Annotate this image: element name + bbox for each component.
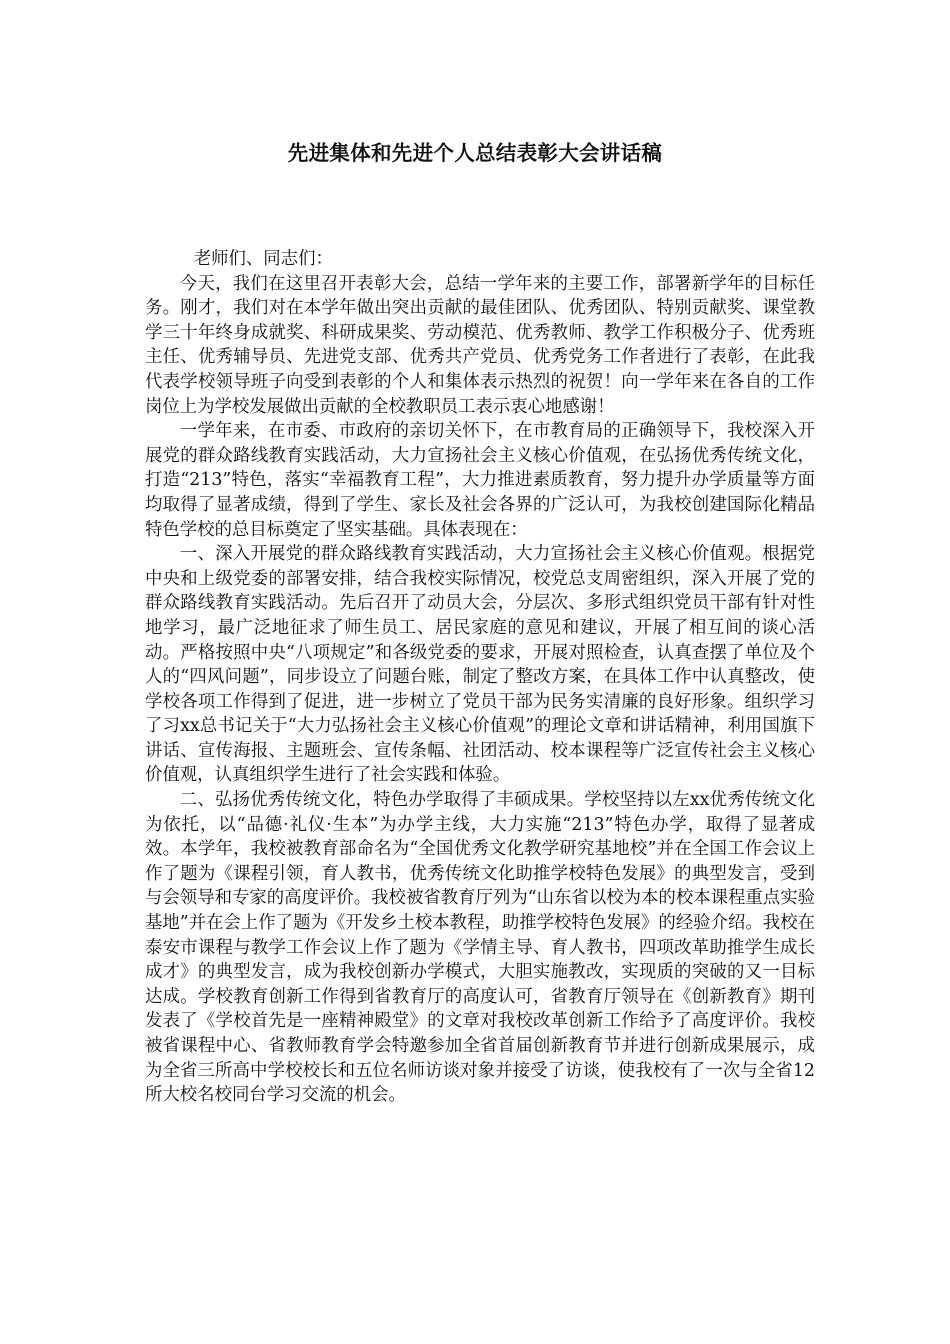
document-body [145, 247, 815, 1108]
paragraph-section-two: 二、弘扬优秀传统文化，特色办学取得了丰硕成果。学校坚持以左xx优秀传统文化为依托，以“品德·礼仪·生本”为办学主线，大力实施“213”特色办学，取得了显著成效。本学年，我校被教育部命名为“全国优秀文化教学研究基地校”并在全国工作会议上作了题为《课程引领，育人教书，优秀传统文化助推学校特色发展》的典型发言，受到与会领导和专家的高度评价。我校被省教育厅列为“山东省以校为本的校本课程重点实验基地”并在会上作了题为《开发乡土校本教程，助推学校特色发展》的经验介绍。我校在泰安市课程与教学工作会议上作了题为《学情主导、育人教书，四项改革助推学生成长成才》的典型发言，成为我校创新办学模式，大胆实施教改，实现质的突破的又一目标达成。学校教育创新工作得到省教育厅的高度认可，省教育厅领导在《创新教育》期刊发表了《学校首先是一座精神殿堂》的文章对我校改革创新工作给予了高度评价。我校被省课程中心、省教师教育学会特邀参加全省首届创新教育节并进行创新成果展示，成为全省三所高中学校校长和五位名师访谈对象并接受了访谈，使我校有了一次与全省12所大校名校同台学习交流的机会。 [145, 790, 815, 1106]
paragraph-overview: 一学年来，在市委、市政府的亲切关怀下，在市教育局的正确领导下，我校深入开展党的群众路线教育实践活动，大力宣扬社会主义核心价值观，在弘扬优秀传统文化，打造“213”特色，落实“幸福教育工程”，大力推进素质教育，努力提升办学质量等方面均取得了显著成绩，得到了学生、家长及社会各界的广泛认可，为我校创建国际化精品特色学校的总目标奠定了坚实基础。具体表现在： [145, 421, 815, 540]
paragraph-opening: 今天，我们在这里召开表彰大会，总结一学年来的主要工作，部署新学年的目标任务。刚才，我们对在本学年做出突出贡献的最佳团队、优秀团队、特别贡献奖、课堂教学三十年终身成就奖、科研成果奖、劳动模范、优秀教师、教学工作积极分子、优秀班主任、优秀辅导员、先进党支部、优秀共产党员、优秀党务工作者进行了表彰，在此我代表学校领导班子向受到表彰的个人和集体表示热烈的祝贺！向一学年来在各自的工作岗位上为学校发展做出贡献的全校教职员工表示衷心地感谢！ [145, 273, 815, 417]
salutation: 老师们、同志们： [193, 249, 333, 269]
paragraph-section-one: 一、深入开展党的群众路线教育实践活动，大力宣扬社会主义核心价值观。根据党中央和上级党委的部署安排，结合我校实际情况，校党总支周密组织，深入开展了党的群众路线教育实践活动。先后召开了动员大会，分层次、多形式组织党员干部有针对性地学习，最广泛地征求了师生员工、居民家庭的意见和建议，开展了相互间的谈心活动。严格按照中央“八项规定”和各级党委的要求，开展对照检查，认真查摆了单位及个人的“四风问题”，同步设立了问题台账，制定了整改方案，在具体工作中认真整改，使学校各项工作得到了促进，进一步树立了党员干部为民务实清廉的良好形象。组织学习了习xx总书记关于“大力弘扬社会主义核心价值观”的理论文章和讲话精神，利用国旗下讲话、宣传海报、主题班会、宣传条幅、社团活动、校本课程等广泛宣传社会主义核心价值观，认真组织学生进行了社会实践和体验。 [145, 544, 815, 786]
document-title: 先进集体和先进个人总结表彰大会讲话稿 [287, 141, 663, 165]
